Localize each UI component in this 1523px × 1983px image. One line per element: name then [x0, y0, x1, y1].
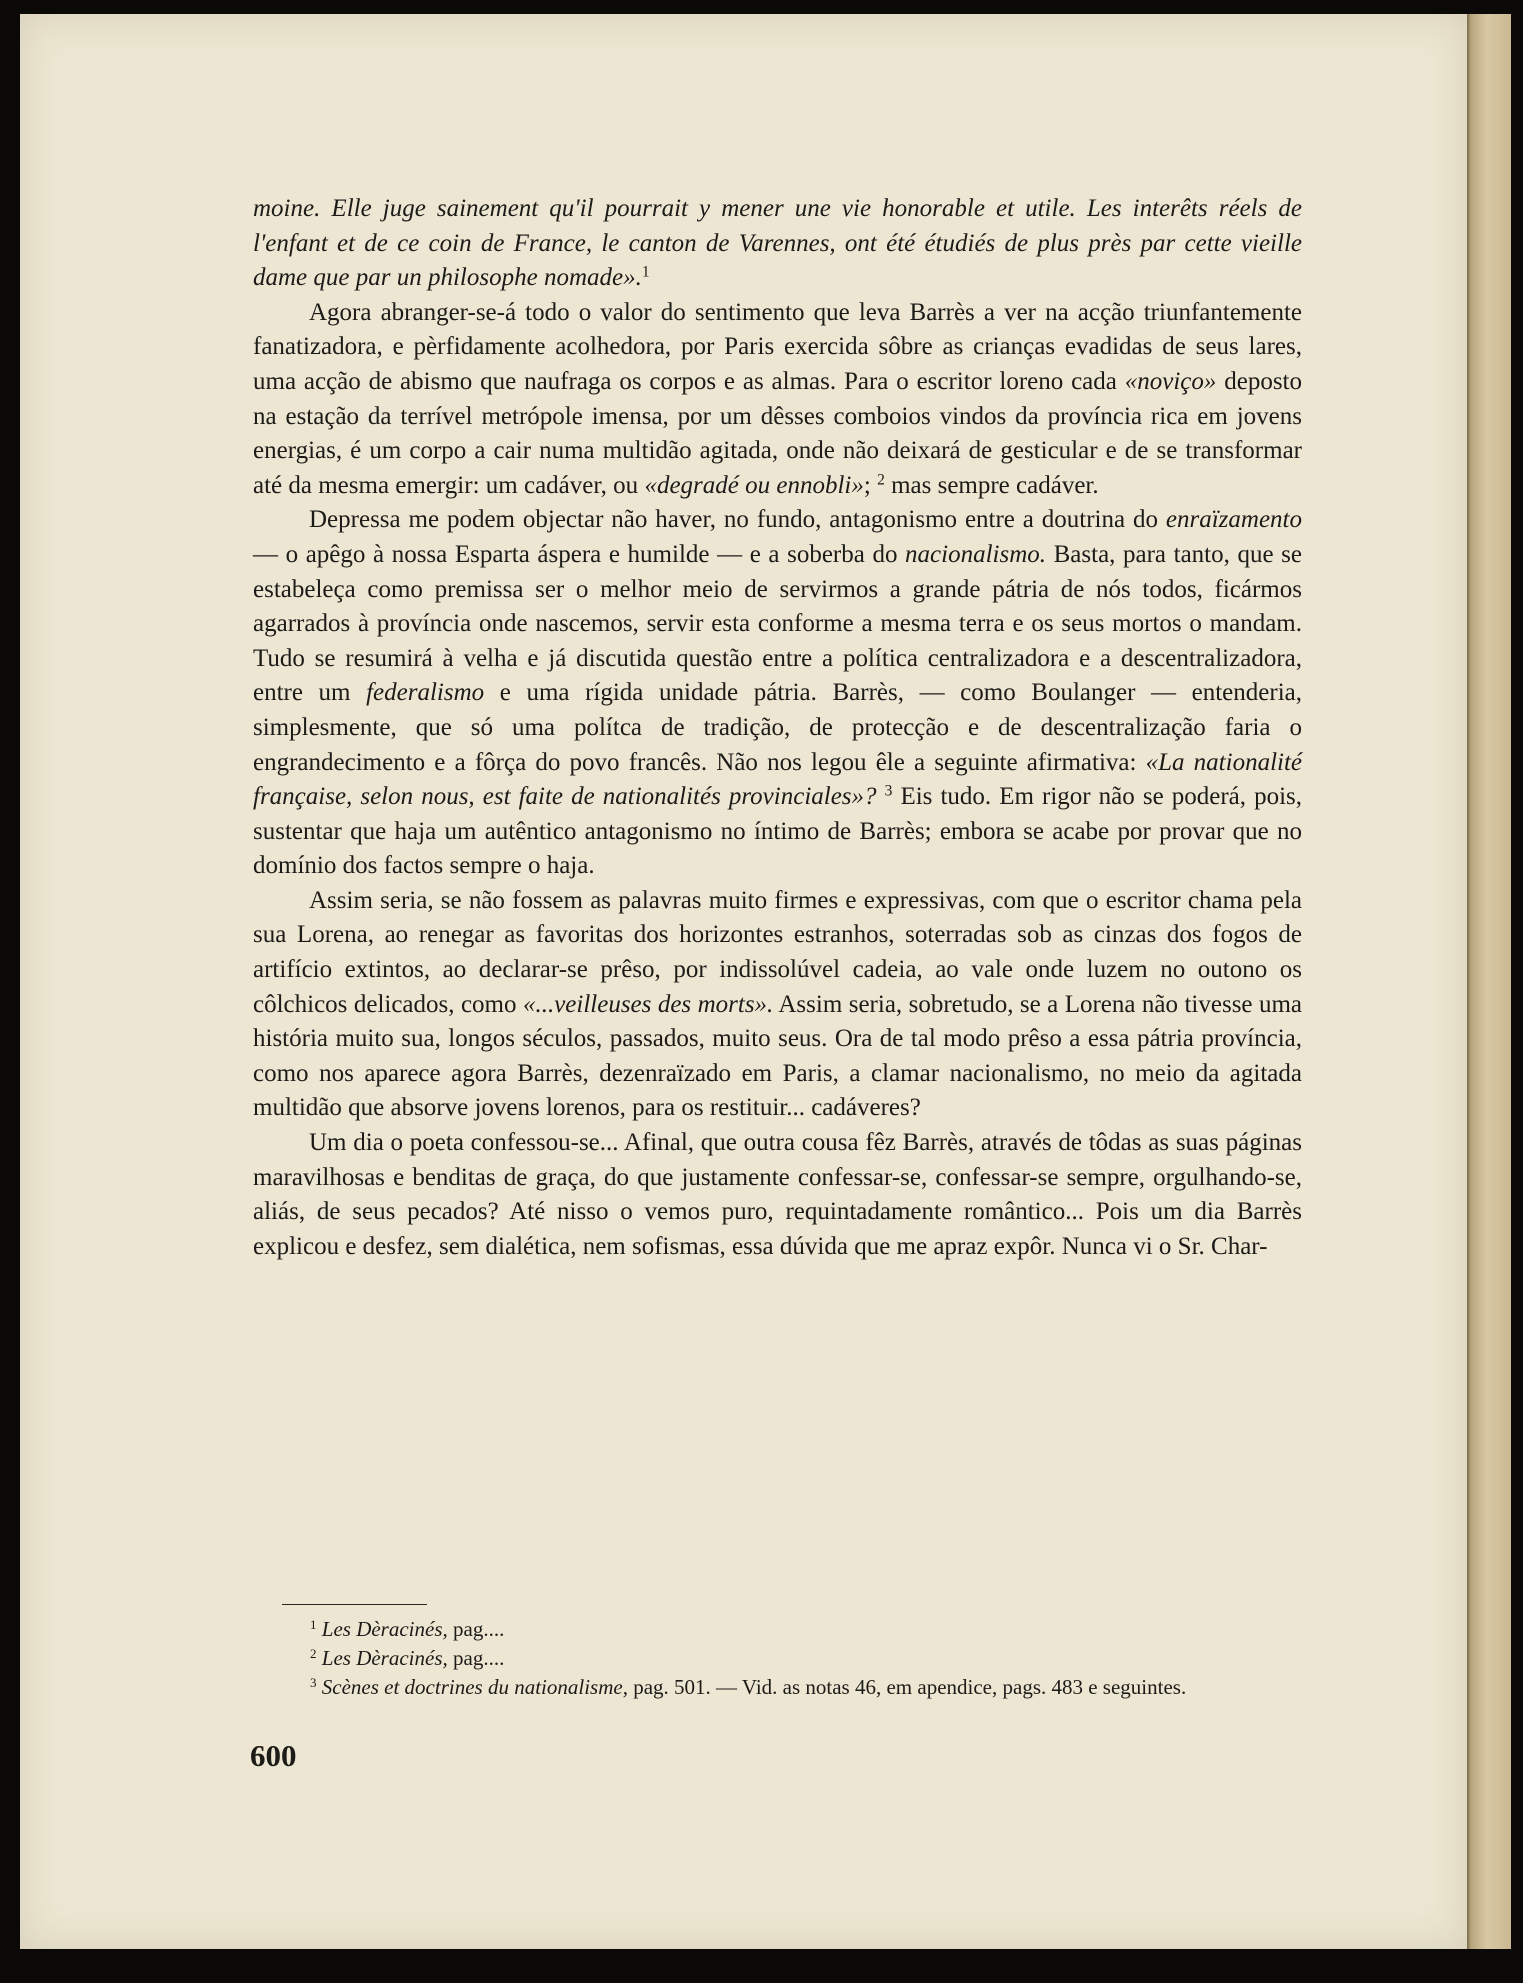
italic-text: «...veilleuses des morts».	[522, 990, 774, 1018]
footnote-separator	[282, 1604, 427, 1605]
text-run	[877, 783, 885, 810]
text-run: Agora abranger-se-á todo o valor do sentimento que leva Barrès a ver na acção triunfantemente fanatizadora, e pèrfidamente acolhedora, por Paris exercida sôbre as crianças evadidas de seus lares, uma acção de abismo que naufraga os corpos e as almas. Para o escritor loreno cada	[253, 298, 1302, 395]
text-run: pag....	[447, 1646, 505, 1670]
text-run: deposto na estação da terrível metrópole imensa, por um dêsses comboios vindos da província rica em jovens energias, é um corpo a cair numa multidão agitada, onde não deixará de gesticular e de se transformar até da mesma emergir: um cadáver, ou	[253, 367, 1302, 499]
italic-text: Scènes et doctrines du nationalisme,	[321, 1675, 628, 1699]
text-run: Eis tudo. Em rigor não se poderá, pois, sustentar que haja um autêntico antagonismo no íntimo de Barrès; embora se acabe por provar que no domínio dos factos sempre o haja.	[253, 783, 1302, 880]
text-run: Assim seria, sobretudo, se a Lorena não tivesse uma história muito sua, longos séculos, passados, muito seus. Ora de tal modo prêso a essa pátria província, como nos aparece agora Barrès, dezenraïzado em Paris, a clamar nacionalismo, no meio da agitada multidão que absorve jovens lorenos, para os restituir... cadáveres?	[253, 990, 1303, 1122]
paragraph	[253, 192, 1302, 296]
italic-text: «noviço»	[1124, 367, 1217, 395]
note-reference: 1	[310, 1616, 317, 1632]
italic-text: Les Dèracinés,	[321, 1617, 448, 1641]
italic-text: nacionalismo.	[905, 540, 1047, 568]
italic-text: «degradé ou ennobli»	[644, 471, 864, 499]
note-reference: 2	[310, 1645, 317, 1661]
text-run: pag....	[447, 1617, 505, 1641]
italic-text: «La nationalité française, selon nous, est faite de nationalités provinciales»?	[253, 748, 1303, 811]
footnote	[253, 1615, 1302, 1644]
text-run: e uma rígida unidade pátria. Barrès, — como Boulanger — entenderia, simplesmente, que só uma polítca de tradição, de protecção e de descentralização faria o engrandecimento e a fôrça do povo francês. Não nos legou êle a seguinte afirmativa:	[253, 679, 1302, 776]
paragraph	[253, 296, 1302, 504]
text-run: Basta, para tanto, que se estabeleça como premissa ser o melhor meio de servirmos a grande pátria de nós todos, ficármos agarrados à província onde nascemos, servir esta conforme a mesma terra e os seus mortos o mandam. Tudo se resumirá à velha e já discutida questão entre a política centralizadora e a descentralizadora, entre um	[253, 540, 1302, 707]
text-run: Um dia o poeta confessou-se... Afinal, que outra cousa fêz Barrès, através de tôdas as suas páginas maravilhosas e benditas de graça, do que justamente confessar-se, confessar-se sempre, orgulhando-se, aliás, de seus pecados? Até nisso o vemos puro, requintadamente romântico... Pois um dia Barrès explicou e desfez, sem dialética, nem sofismas, essa dúvida que me apraz expôr. Nunca vi o Sr. Char-	[253, 1129, 1302, 1260]
text-run: ;	[863, 471, 878, 499]
italic-text: moine. Elle juge sainement qu'il pourrait y mener une vie honorable et utile. Les interêts réels de l'enfant et de ce coin de France, le canton de Varennes, ont été étudiés de plus près par cette vieille dame que par un philosophe nomade».	[253, 195, 1302, 292]
note-reference: 2	[877, 471, 885, 489]
footnotes	[253, 1604, 1302, 1702]
note-reference: 3	[310, 1674, 317, 1690]
italic-text: federalismo	[366, 679, 485, 707]
text-run: pag. 501. — Vid. as notas 46, em apendice, pags. 483 e seguintes.	[627, 1675, 1187, 1699]
note-reference: 1	[641, 263, 650, 281]
text-run: — o apêgo à nossa Esparta áspera e humilde — e a soberba do	[253, 540, 906, 568]
paragraph	[253, 1126, 1302, 1264]
italic-text: Les Dèracinés,	[321, 1646, 448, 1670]
footnote	[253, 1673, 1302, 1702]
footnote	[253, 1644, 1302, 1673]
text-run: Depressa me podem objectar não haver, no fundo, antagonismo entre a doutrina do	[309, 506, 1166, 534]
text-run: mas sempre cadáver.	[884, 471, 1099, 499]
page-number: 600	[250, 1738, 297, 1773]
paragraph	[253, 884, 1302, 1126]
note-reference: 3	[884, 782, 893, 800]
body-text	[253, 192, 1302, 1264]
next-page-edge	[1467, 14, 1511, 1949]
text-run: Assim seria, se não fossem as palavras muito firmes e expressivas, com que o escritor chama pela sua Lorena, ao renegar as favoritas dos horizontes estranhos, soterradas sob as cinzas dos fogos de artifício extintos, ao declarar-se prêso, por indissolúvel cadeia, ao vale onde luzem no outono os côlchicos delicados, como	[253, 886, 1302, 1018]
paragraph	[253, 503, 1302, 884]
italic-text: enraïzamento	[1165, 506, 1302, 534]
